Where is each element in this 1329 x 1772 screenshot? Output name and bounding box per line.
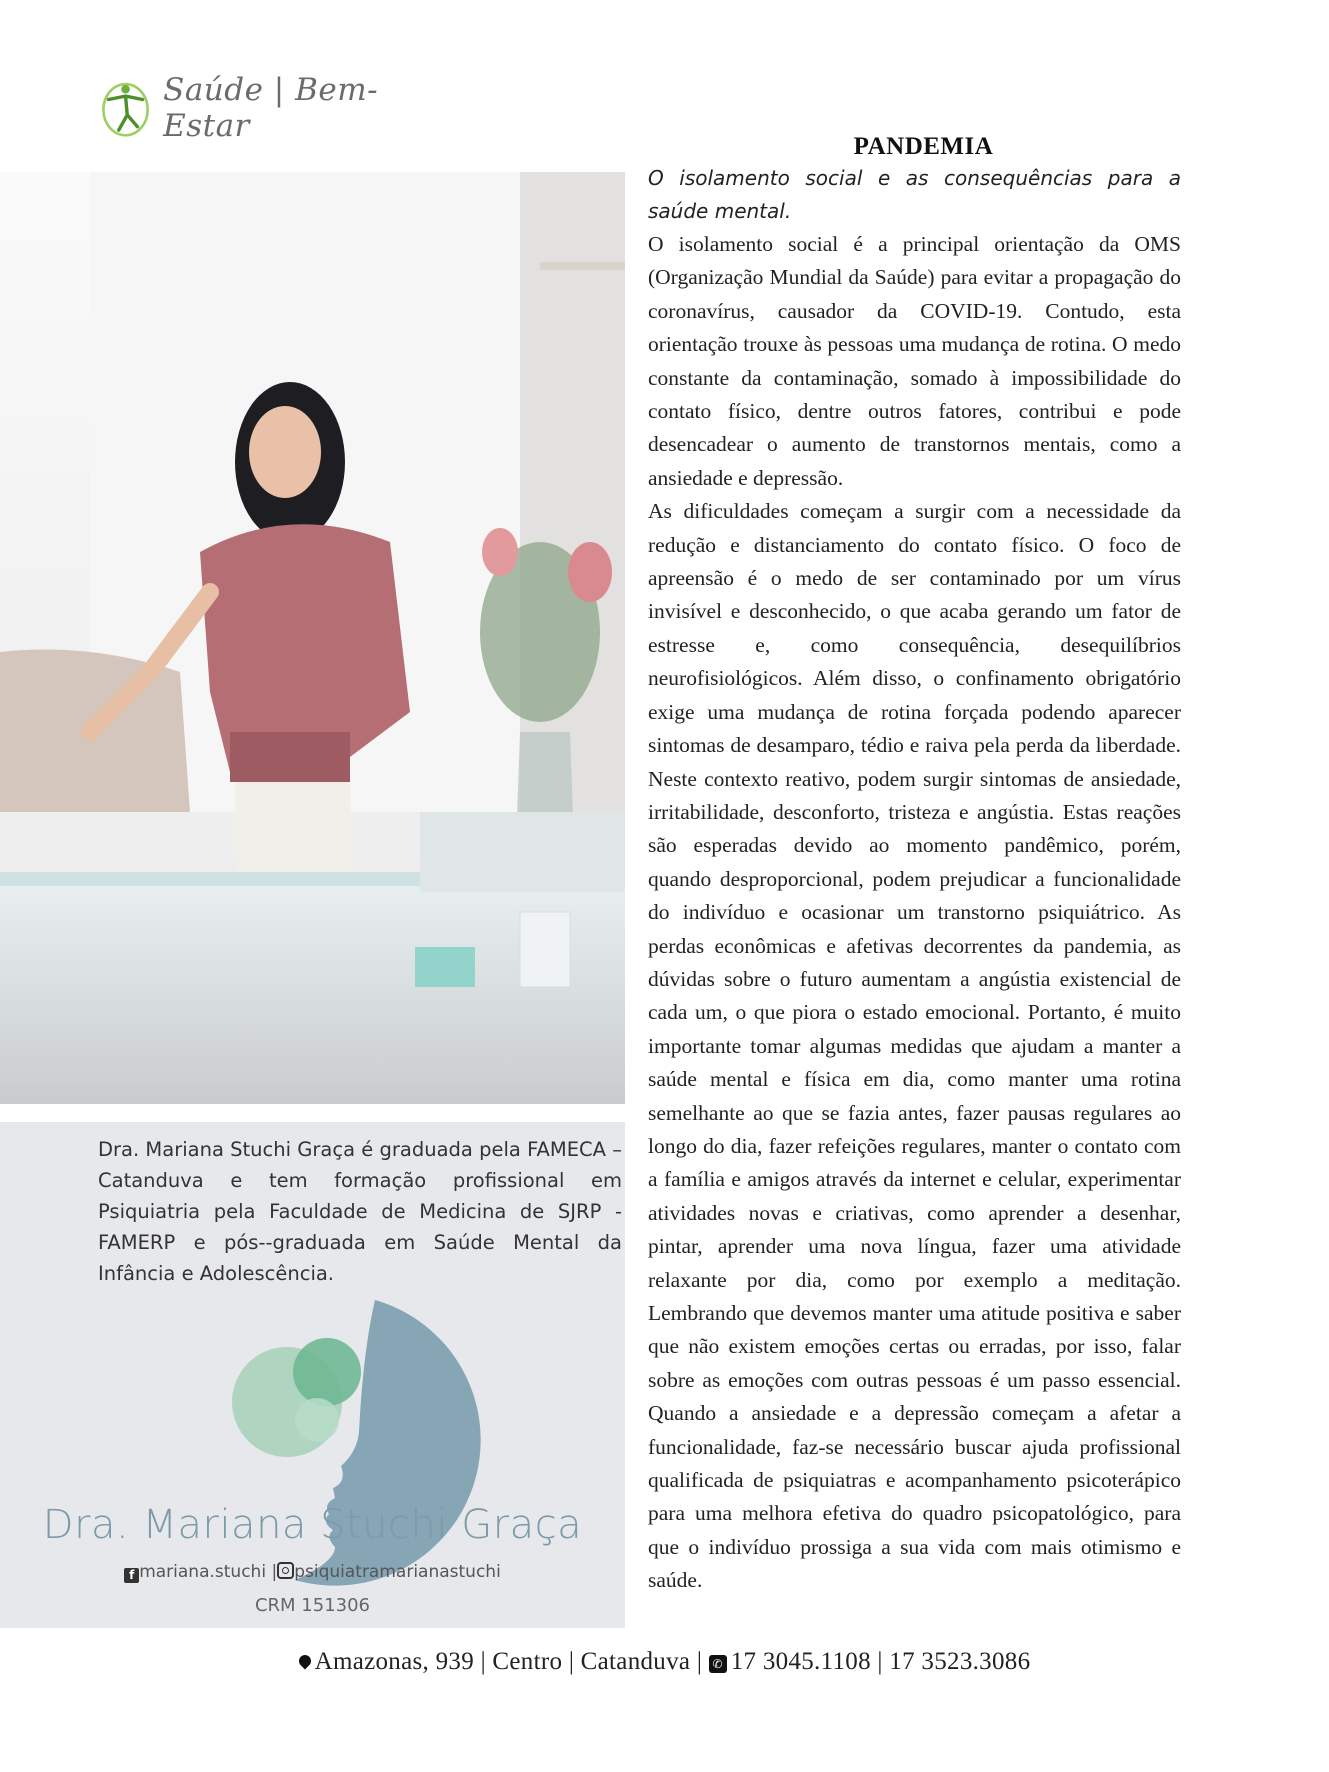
dancer-logo-icon <box>100 68 151 148</box>
instagram-icon <box>277 1562 294 1579</box>
crm-number: CRM 151306 <box>254 1595 371 1616</box>
article-subtitle: O isolamento social e as consequências para a saúde mental. <box>648 166 1181 223</box>
facebook-handle: mariana.stuchi <box>139 1562 267 1582</box>
footer-contact <box>0 1648 1329 1676</box>
section-header <box>100 68 420 148</box>
doctor-photo <box>0 172 625 1104</box>
article-title: PANDEMIA <box>853 133 994 160</box>
article-paragraph: O isolamento social é a principal orientação da OMS (Organização Mundial da Saúde) para evitar a propagação do coronavírus, causador da COVID-19. Contudo, esta orientação trouxe às pessoas uma mudança de rotina. O medo constante da contaminação, somado à impossibilidade do contato físico, dentre outros fatores, contribui e pode desencadear o aumento de transtornos mentais, como a ansiedade e depressão. <box>648 232 1181 490</box>
doctor-name: Dra. Mariana Stuchi Graça <box>42 1502 583 1548</box>
article-paragraph: As dificuldades começam a surgir com a necessidade da redução e distanciamento do contato físico. O foco de apreensão é o medo de ser contaminado por um vírus invisível e desconhecido, o que acaba gerando um fator de estresse e, como consequência, desequilíbrios neurofisiológicos. Além disso, o confinamento obrigatório exige uma mudança de rotina forçada podendo aparecer sintomas de desamparo, tédio e raiva pela perda da liberdade. Neste contexto reativo, podem surgir sintomas de ansiedade, irritabilidade, desconforto, tristeza e angústia. Estas reações são esperadas devido ao momento pandêmico, porém, quando desproporcional, podem prejudicar a funcionalidade do indivíduo e ocasionar um transtorno psiquiátrico. As perdas econômicas e afetivas decorrentes da pandemia, as dúvidas sobre o futuro aumentam a angústia existencial de cada um, o que piora o estado emocional. Portanto, é muito importante tomar algumas medidas que ajudam a manter a saúde mental e física em dia, como manter uma rotina semelhante ao que se fazia antes, fazer pausas regulares ao longo do dia, fazer refeições regulares, manter o contato com a família e amigos através da internet e celular, experimentar atividades novas e criativas, como aprender a desenhar, pintar, aprender uma nova língua, fazer uma atividade relaxante por dia, como por exemplo a meditação. Lembrando que devemos manter uma atitude positiva e saber que não existem emoções certas ou erradas, por isso, falar sobre as emoções com outras pessoas é um passo essencial. Quando a ansiedade e a depressão começam a afetar a funcionalidade, faz-se necessário buscar ajuda profissional qualificada de psiquiatras e acompanhamento psicoterápico para uma melhora efetiva do quadro psicopatológico, para que o indivíduo prossiga a sua vida com mais otimismo e saúde. <box>648 499 1181 1593</box>
bio-panel <box>0 1122 625 1628</box>
article <box>648 132 1181 1598</box>
social-separator: | <box>266 1562 278 1582</box>
location-pin-icon <box>296 1653 313 1670</box>
facebook-icon: f <box>124 1568 139 1583</box>
phone-icon: ✆ <box>709 1655 727 1673</box>
social-handles <box>0 1562 625 1583</box>
instagram-handle: psiquiatramarianastuchi <box>294 1562 501 1582</box>
address-text: Amazonas, 939 | Centro | Catanduva | <box>314 1648 709 1675</box>
bio-text: Dra. Mariana Stuchi Graça é graduada pela FAMECA – Catanduva e tem formação profissional em Psiquiatria pela Faculdade de Medicina de SJRP - FAMERP e pós--graduada em Saúde Mental da Infância e Adolescência. <box>98 1138 622 1285</box>
section-title: Saúde | Bem-Estar <box>163 72 379 144</box>
phone-numbers: 17 3045.1108 | 17 3523.3086 <box>730 1648 1031 1675</box>
